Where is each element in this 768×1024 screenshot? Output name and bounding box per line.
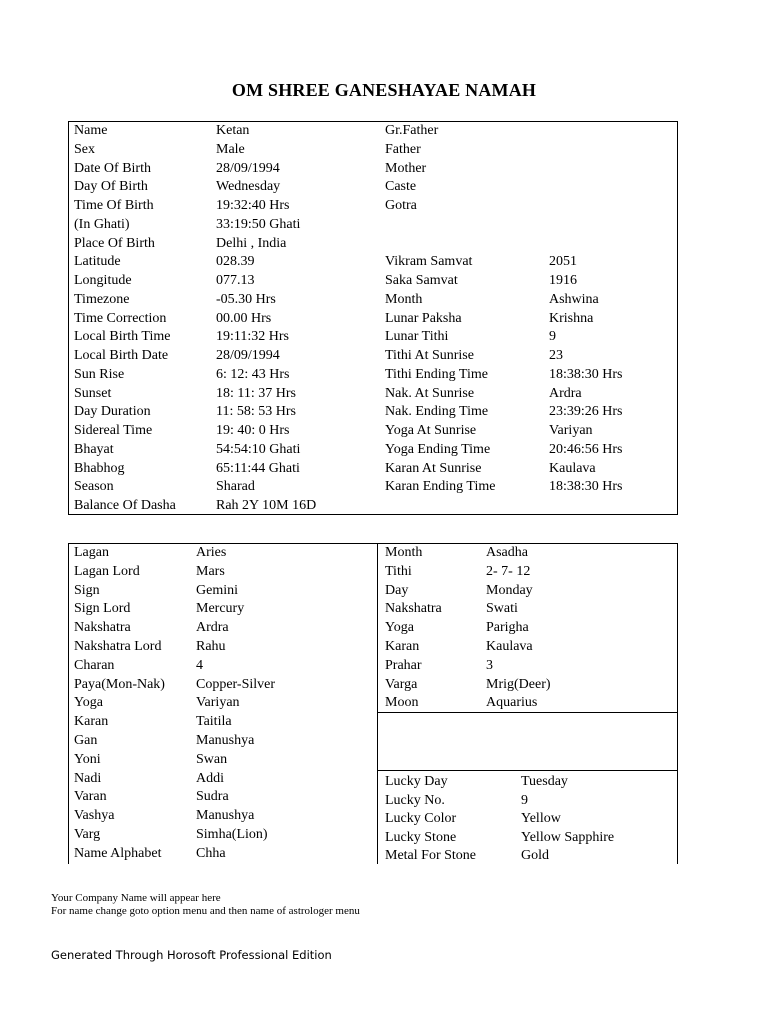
table-cell: Kaulava	[486, 639, 533, 654]
table-cell: Monday	[486, 582, 533, 598]
table-cell: 9	[549, 329, 556, 345]
table-cell: Time Of Birth	[74, 198, 154, 213]
table-cell: Gemini	[196, 582, 238, 598]
table-cell: Season	[74, 479, 114, 495]
table-cell: Sunset	[74, 385, 112, 401]
table-cell: Chha	[196, 845, 226, 861]
company-name-note: Your Company Name will appear here	[51, 892, 221, 904]
table-cell: Yellow Sapphire	[521, 829, 615, 845]
table-cell: Sex	[74, 141, 95, 157]
table-cell: Sharad	[216, 479, 255, 495]
table-cell: Gold	[521, 848, 549, 864]
table-cell: Mercury	[196, 601, 245, 617]
table-cell: Moon	[385, 695, 419, 711]
table-cell: Karan At Sunrise	[385, 460, 482, 476]
table-cell: Ardra	[549, 385, 582, 401]
table-cell: Caste	[385, 179, 417, 195]
table-cell: Karan	[385, 639, 420, 654]
table-cell: Latitude	[74, 254, 121, 270]
table-cell: 18: 11: 37 Hrs	[216, 385, 296, 401]
table-cell: Manushya	[196, 733, 255, 748]
table-cell: Place Of Birth	[74, 235, 155, 251]
table-cell: Name Alphabet	[74, 845, 162, 861]
table-cell: Parigha	[486, 620, 529, 636]
table-cell: Yoga Ending Time	[385, 441, 491, 457]
table-cell: Addi	[196, 770, 224, 786]
table-cell: Lagan Lord	[74, 563, 140, 579]
table-cell: 54:54:10 Ghati	[216, 441, 301, 457]
table-cell: 18:38:30 Hrs	[549, 366, 623, 382]
table-cell: Lucky Color	[385, 811, 457, 827]
table-cell: Day Of Birth	[74, 179, 148, 195]
table-cell: Swati	[486, 601, 518, 617]
table-cell: Delhi , India	[216, 235, 287, 251]
table-cell: 9	[521, 792, 528, 808]
table-cell: 3	[486, 657, 493, 673]
table-cell: Yoni	[74, 751, 101, 767]
table-cell: Month	[385, 545, 423, 560]
table-cell: Tithi At Sunrise	[385, 348, 474, 363]
table-cell: Rah 2Y 10M 16D	[216, 498, 317, 513]
table-cell: Longitude	[74, 273, 132, 288]
table-cell: Mars	[196, 563, 225, 579]
table-cell: Kaulava	[549, 460, 596, 476]
table-cell: Saka Samvat	[385, 273, 458, 288]
table-cell: Sidereal Time	[74, 423, 153, 438]
table-cell: Manushya	[196, 808, 255, 824]
table-cell: Lunar Tithi	[385, 329, 449, 345]
table-cell: 6: 12: 43 Hrs	[216, 366, 290, 382]
table-divider	[377, 770, 678, 771]
table-cell: Month	[385, 291, 423, 307]
table-cell: Asadha	[486, 545, 528, 560]
table-cell: Local Birth Date	[74, 348, 169, 363]
table-cell: Charan	[74, 657, 115, 673]
table-cell: 19: 40: 0 Hrs	[216, 423, 290, 438]
table-cell: 077.13	[216, 273, 255, 288]
table-cell: 28/09/1994	[216, 160, 280, 176]
table-cell: 4	[196, 657, 203, 673]
table-cell: Sign	[74, 582, 100, 598]
table-cell: Lucky Stone	[385, 829, 457, 845]
table-cell: Nakshatra	[385, 601, 442, 617]
table-cell: Taitila	[196, 714, 232, 730]
table-cell: Day Duration	[74, 404, 151, 420]
table-cell: 20:46:56 Hrs	[549, 441, 623, 457]
table-cell: Karan Ending Time	[385, 479, 496, 495]
table-cell: Varga	[385, 676, 418, 692]
table-cell: 23:39:26 Hrs	[549, 404, 623, 420]
table-cell: Sudra	[196, 789, 229, 805]
table-cell: Nak. Ending Time	[385, 404, 489, 420]
table-cell: Yellow	[521, 811, 561, 827]
table-cell: Tithi Ending Time	[385, 366, 488, 382]
table-cell: Gan	[74, 733, 98, 748]
table-cell: Bhabhog	[74, 460, 125, 476]
table-cell: Tuesday	[521, 774, 568, 789]
table-cell: Vikram Samvat	[385, 254, 473, 270]
table-cell: Krishna	[549, 310, 594, 326]
table-cell: Time Correction	[74, 310, 167, 326]
table-cell: Nadi	[74, 770, 102, 786]
table-cell: Day	[385, 582, 409, 598]
table-cell: Local Birth Time	[74, 329, 171, 345]
table-cell: Yoga At Sunrise	[385, 423, 477, 438]
table-cell: 00.00 Hrs	[216, 310, 272, 326]
table-cell: Yoga	[385, 620, 414, 636]
table-cell: Prahar	[385, 657, 422, 673]
table-cell: Lucky Day	[385, 774, 448, 789]
table-cell: Karan	[74, 714, 109, 730]
table-cell: Father	[385, 141, 421, 157]
panchang-left-table	[68, 543, 678, 864]
table-cell: 18:38:30 Hrs	[549, 479, 623, 495]
table-cell: Sun Rise	[74, 366, 125, 382]
table-cell: Nak. At Sunrise	[385, 385, 475, 401]
table-cell: 65:11:44 Ghati	[216, 460, 300, 476]
table-cell: Name	[74, 123, 108, 138]
table-cell: Lucky No.	[385, 792, 445, 808]
table-cell: Ardra	[196, 620, 229, 636]
table-cell: Varan	[74, 789, 107, 805]
table-cell: 23	[549, 348, 563, 363]
table-cell: Mother	[385, 160, 427, 176]
table-cell: Copper-Silver	[196, 676, 276, 692]
table-cell: Male	[216, 141, 245, 157]
table-cell: 19:32:40 Hrs	[216, 198, 290, 213]
table-cell: Gotra	[385, 198, 417, 213]
table-cell: Simha(Lion)	[196, 827, 268, 842]
table-cell: Rahu	[196, 639, 226, 654]
table-cell: Wednesday	[216, 179, 281, 195]
table-cell: 1916	[549, 273, 577, 288]
table-cell: Paya(Mon-Nak)	[74, 676, 165, 692]
table-cell: 11: 58: 53 Hrs	[216, 404, 296, 420]
generated-by-note: Generated Through Horosoft Professional Edition	[51, 948, 332, 962]
table-cell: (In Ghati)	[74, 216, 130, 232]
table-cell: 028.39	[216, 254, 255, 270]
table-cell: Variyan	[196, 695, 240, 711]
table-cell: 19:11:32 Hrs	[216, 329, 289, 345]
table-cell: Nakshatra Lord	[74, 639, 162, 654]
table-cell: Ashwina	[549, 291, 599, 307]
table-cell: Lagan	[74, 545, 109, 560]
table-cell: 2- 7- 12	[486, 563, 531, 579]
table-divider	[377, 543, 378, 864]
table-cell: -05.30 Hrs	[216, 291, 276, 307]
table-cell: Variyan	[549, 423, 593, 438]
table-cell: Balance Of Dasha	[74, 498, 176, 513]
table-cell: Yoga	[74, 695, 103, 711]
table-cell: Aries	[196, 545, 227, 560]
table-cell: Metal For Stone	[385, 848, 476, 864]
table-cell: Swan	[196, 751, 228, 767]
table-cell: Bhayat	[74, 441, 114, 457]
table-cell: Mrig(Deer)	[486, 676, 551, 692]
table-cell: Lunar Paksha	[385, 310, 462, 326]
table-cell: 28/09/1994	[216, 348, 280, 363]
table-cell: Aquarius	[486, 695, 538, 711]
table-cell: Timezone	[74, 291, 130, 307]
table-cell: Tithi	[385, 563, 412, 579]
table-cell: Nakshatra	[74, 620, 131, 636]
table-cell: Varg	[74, 827, 101, 842]
table-cell: Gr.Father	[385, 123, 439, 138]
table-cell: Ketan	[216, 123, 250, 138]
table-cell: Sign Lord	[74, 601, 131, 617]
page-title: OM SHREE GANESHAYAE NAMAH	[231, 80, 537, 100]
table-cell: Vashya	[74, 808, 115, 824]
table-cell: Date Of Birth	[74, 160, 151, 176]
table-cell: 2051	[549, 254, 577, 270]
table-cell: 33:19:50 Ghati	[216, 216, 301, 232]
astrologer-name-note: For name change goto option menu and then name of astrologer menu	[51, 905, 360, 917]
